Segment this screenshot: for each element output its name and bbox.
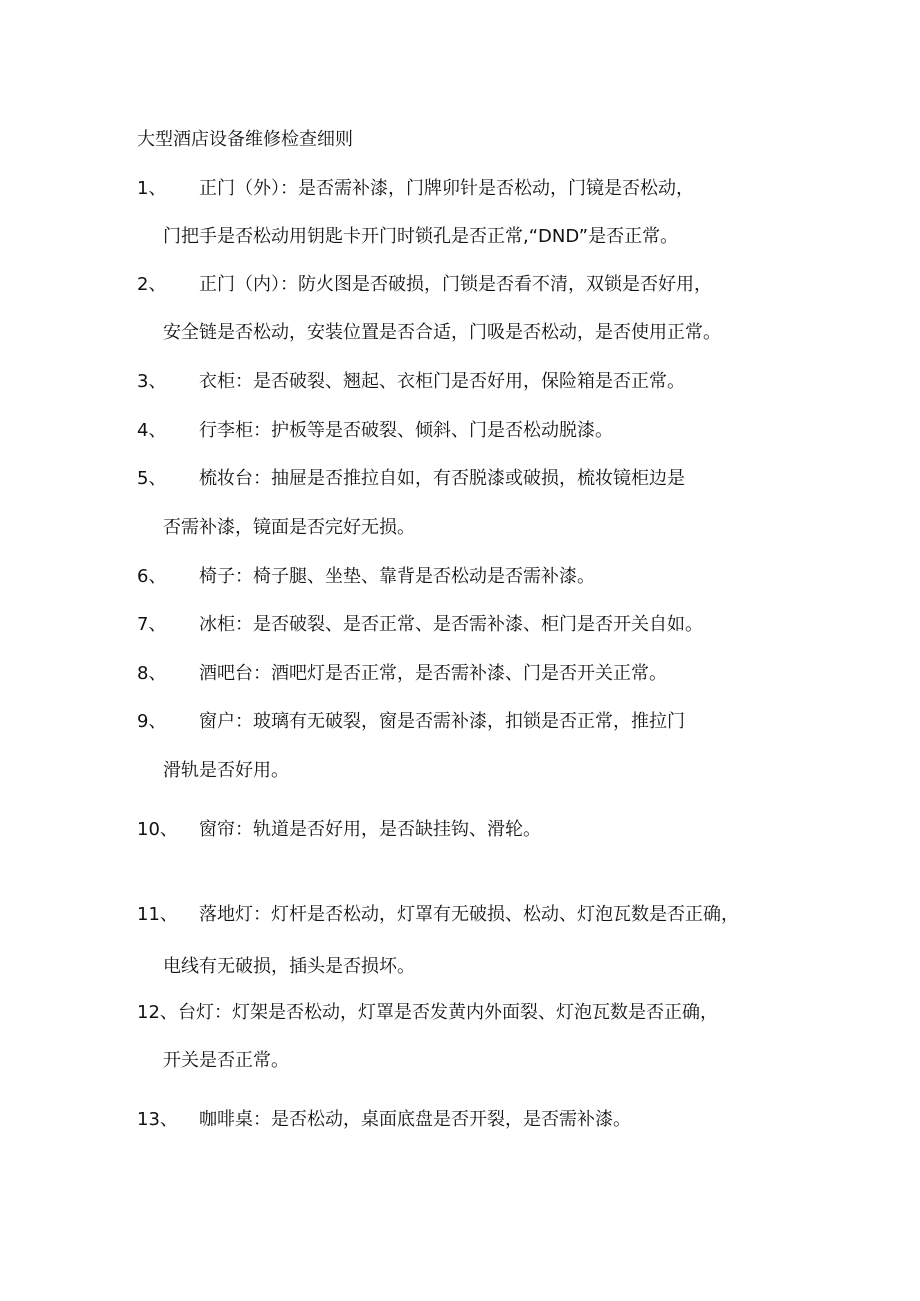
item-number: 4、	[137, 420, 167, 441]
item-text-continued: 滑轨是否好用。	[163, 760, 289, 781]
item-number: 13、	[137, 1109, 178, 1130]
document-title: 大型酒店设备维修检查细则	[137, 129, 353, 150]
item-text: 冰柜：是否破裂、是否正常、是否需补漆、柜门是否开关自如。	[199, 614, 703, 635]
item-text: 酒吧台：酒吧灯是否正常，是否需补漆、门是否开关正常。	[199, 663, 667, 684]
item-number: 10、	[137, 819, 178, 840]
item-number: 11、	[137, 904, 178, 925]
item-number: 1、	[137, 178, 167, 199]
item-number: 7、	[137, 614, 167, 635]
item-text-continued: 否需补漆，镜面是否完好无损。	[163, 517, 415, 538]
item-text: 窗帘：轨道是否好用，是否缺挂钩、滑轮。	[199, 819, 541, 840]
item-number: 5、	[137, 468, 167, 489]
item-number: 8、	[137, 663, 167, 684]
item-text: 台灯：灯架是否松动，灯罩是否发黄内外面裂、灯泡瓦数是否正确，	[178, 1002, 718, 1023]
item-text: 落地灯：灯杆是否松动，灯罩有无破损、松动、灯泡瓦数是否正确，	[199, 904, 739, 925]
item-text-continued: 电线有无破损，插头是否损坏。	[163, 956, 415, 977]
item-text: 正门（内）：防火图是否破损，门锁是否看不清，双锁是否好用，	[199, 274, 712, 295]
item-number: 3、	[137, 371, 167, 392]
item-text: 正门（外）：是否需补漆，门牌卯针是否松动，门镜是否松动，	[199, 178, 694, 199]
item-number: 9、	[137, 711, 167, 732]
item-text: 咖啡桌：是否松动，桌面底盘是否开裂，是否需补漆。	[199, 1109, 631, 1130]
item-text: 窗户：玻璃有无破裂，窗是否需补漆，扣锁是否正常，推拉门	[199, 711, 685, 732]
item-text-continued: 门把手是否松动用钥匙卡开门时锁孔是否正常,“DND”是否正常。	[163, 226, 679, 247]
item-number: 2、	[137, 274, 167, 295]
item-text-continued: 安全链是否松动，安装位置是否合适，门吸是否松动，是否使用正常。	[163, 322, 721, 343]
item-number: 6、	[137, 566, 167, 587]
item-text: 行李柜：护板等是否破裂、倾斜、门是否松动脱漆。	[199, 420, 613, 441]
item-number: 12、	[137, 1002, 178, 1023]
item-text: 衣柜：是否破裂、翘起、衣柜门是否好用，保险箱是否正常。	[199, 371, 685, 392]
item-text-continued: 开关是否正常。	[163, 1050, 289, 1071]
item-text: 梳妆台：抽屉是否推拉自如，有否脱漆或破损，梳妆镜柜边是	[199, 468, 685, 489]
item-text: 椅子：椅子腿、坐垫、靠背是否松动是否需补漆。	[199, 566, 595, 587]
